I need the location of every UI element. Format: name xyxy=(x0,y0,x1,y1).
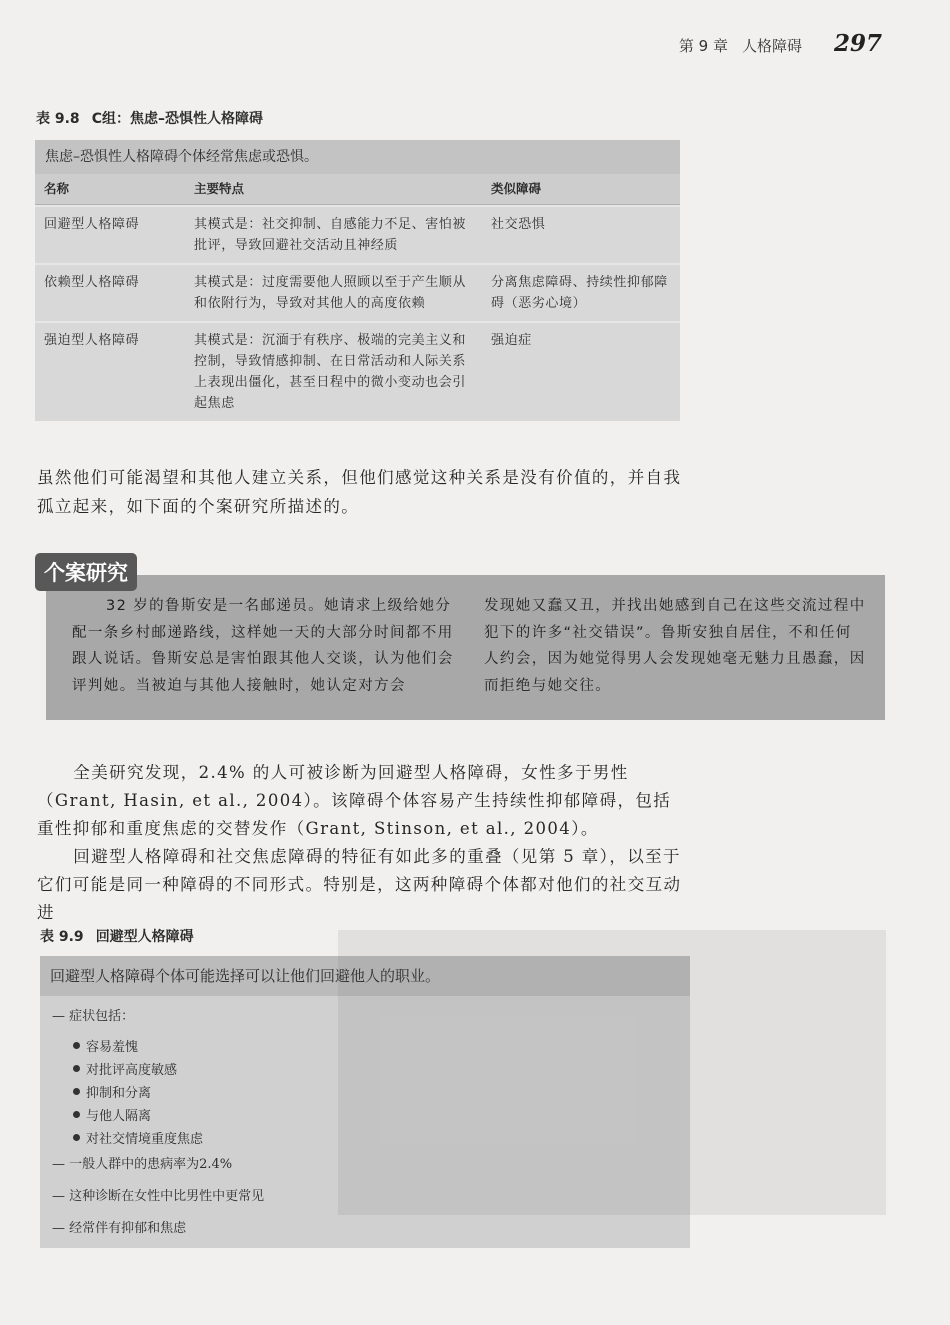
symptom-text: 对批评高度敏感 xyxy=(86,1063,178,1078)
table-9-8-caption xyxy=(36,108,263,128)
bullet-icon xyxy=(73,1134,80,1141)
symptoms-intro: — 症状包括： xyxy=(52,1009,135,1024)
page-number: 297 xyxy=(833,30,882,57)
table-9-9-caption xyxy=(40,926,194,946)
body-paragraphs xyxy=(37,759,687,927)
row-name: 回避型人格障碍 xyxy=(44,217,140,232)
table-9-8-title: C组：焦虑–恐惧性人格障碍 xyxy=(91,111,263,127)
row-features: 其模式是：社交抑制、自感能力不足、害怕被批评，导致回避社交活动且神经质 xyxy=(194,217,467,253)
table-9-8 xyxy=(35,140,680,421)
column-header-features: 主要特点 xyxy=(194,181,245,196)
case-study-column-right: 发现她又蠢又丑，并找出她感到自己在这些交流过程中犯下的许多“社交错误”。鲁斯安独自居住，不和任何人约会，因为她觉得男人会发现她毫无魅力且愚蠢，因而拒绝与她交往。 xyxy=(484,598,866,694)
row-features: 其模式是：过度需要他人照顾以至于产生顺从和依附行为，导致对其他人的高度依赖 xyxy=(194,275,467,311)
symptom-text: 对社交情境重度焦虑 xyxy=(86,1132,204,1147)
row-similar: 强迫症 xyxy=(491,333,532,348)
list-item xyxy=(52,1034,678,1057)
row-name: 依赖型人格障碍 xyxy=(44,275,140,290)
fact-comorbidity: — 经常伴有抑郁和焦虑 xyxy=(52,1221,187,1236)
symptom-text: 与他人隔离 xyxy=(86,1109,152,1124)
list-item xyxy=(52,1126,678,1149)
row-name: 强迫型人格障碍 xyxy=(44,333,140,348)
bullet-icon xyxy=(73,1111,80,1118)
chapter-title: 人格障碍 xyxy=(741,37,802,55)
symptom-list xyxy=(52,1034,678,1149)
table-9-8-column-headers xyxy=(35,174,680,205)
row-similar: 社交恐惧 xyxy=(491,217,546,232)
table-9-9-banner: 回避型人格障碍个体可能选择可以让他们回避他人的职业。 xyxy=(40,956,690,996)
column-header-similar: 类似障碍 xyxy=(491,181,542,196)
table-9-8-banner: 焦虑–恐惧性人格障碍个体经常焦虑或恐惧。 xyxy=(35,140,680,174)
fact-prevalence: — 一般人群中的患病率为2.4% xyxy=(52,1157,233,1172)
column-header-name: 名称 xyxy=(44,181,70,196)
list-item xyxy=(52,1057,678,1080)
row-similar: 分离焦虑障碍、持续性抑郁障碍（恶劣心境） xyxy=(491,275,668,311)
row-features: 其模式是：沉湎于有秩序、极端的完美主义和控制，导致情感抑制、在日常活动和人际关系上表现出僵化，甚至日程中的微小变动也会引起焦虑 xyxy=(194,333,467,411)
case-study-label: 个案研究 xyxy=(35,553,137,591)
case-study-column-left: 32 岁的鲁斯安是一名邮递员。她请求上级给她分配一条乡村邮递路线，这样她一天的大部分时间都不用跟人说话。鲁斯安总是害怕跟其他人交谈，认为他们会评判她。当被迫与其他人接触时，她认定对方会 xyxy=(72,598,454,694)
table-row xyxy=(35,205,680,263)
table-9-8-number: 表 9.8 xyxy=(36,111,80,127)
table-row xyxy=(35,321,680,421)
list-item xyxy=(52,1080,678,1103)
list-item xyxy=(52,1103,678,1126)
symptom-text: 抑制和分离 xyxy=(86,1086,152,1101)
bullet-icon xyxy=(73,1088,80,1095)
running-header xyxy=(679,30,882,57)
table-9-9-content xyxy=(40,996,690,1245)
table-row xyxy=(35,263,680,321)
symptom-text: 容易羞愧 xyxy=(86,1040,139,1055)
chapter-number: 第 9 章 xyxy=(678,37,728,55)
table-9-9 xyxy=(40,956,690,1248)
intro-paragraph: 虽然他们可能渴望和其他人建立关系，但他们感觉这种关系是没有价值的，并自我孤立起来，如下面的个案研究所描述的。 xyxy=(37,468,682,516)
bullet-icon xyxy=(73,1042,80,1049)
table-9-9-number: 表 9.9 xyxy=(40,929,84,945)
table-9-9-title: 回避型人格障碍 xyxy=(95,929,194,945)
fact-gender: — 这种诊断在女性中比男性中更常见 xyxy=(52,1189,265,1204)
body-paragraph: 全美研究发现，2.4% 的人可被诊断为回避型人格障碍，女性多于男性（Grant, Hasin, et al., 2004）。该障碍个体容易产生持续性抑郁障碍，包括重性抑郁和重度焦虑的交替发作（Grant, Stinson, et al., 2004）。 xyxy=(37,763,672,838)
body-paragraph: 回避型人格障碍和社交焦虑障碍的特征有如此多的重叠（见第 5 章），以至于它们可能是同一种障碍的不同形式。特别是，这两种障碍个体都对他们的社交互动进 xyxy=(37,847,682,922)
bullet-icon xyxy=(73,1065,80,1072)
